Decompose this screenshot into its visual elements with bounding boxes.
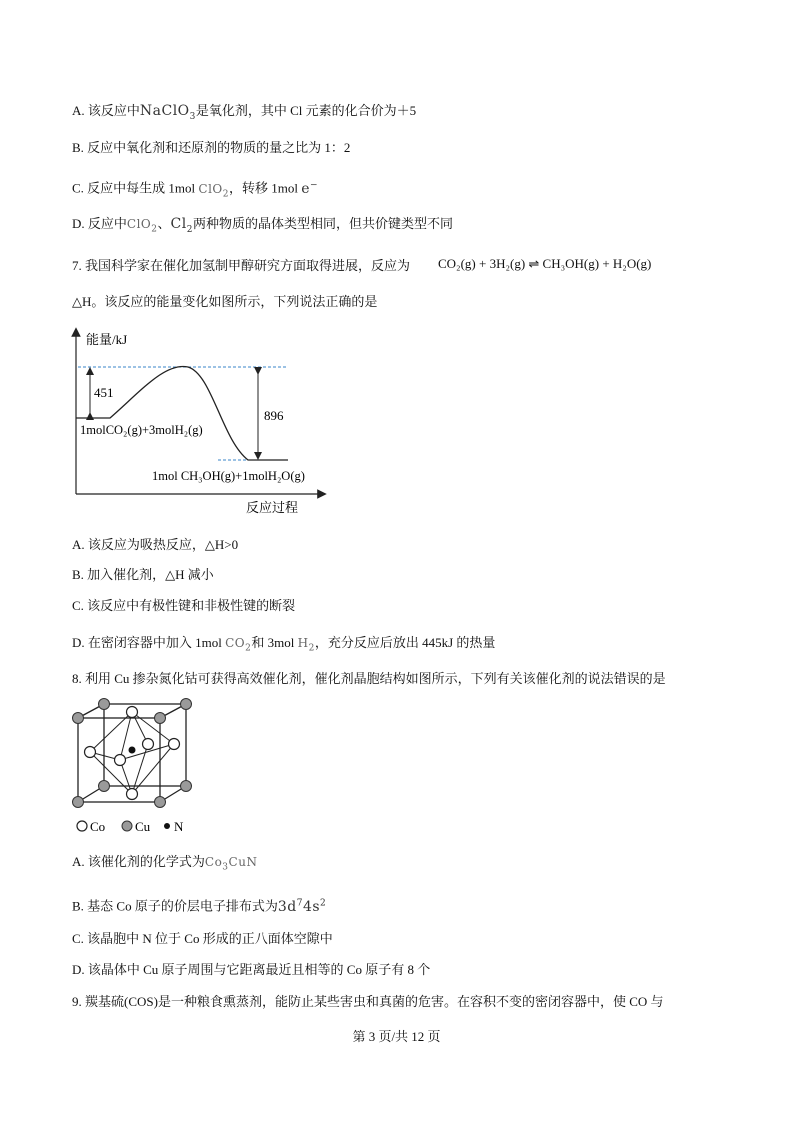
q6-option-d-tail: 两种物质的晶体类型相同，但共价键类型不同 [192,216,453,231]
q7-stem-line1: 7. 我国科学家在催化加氢制甲醇研究方面取得进展，反应为 [72,258,411,273]
legend-cu-label: Cu [135,819,151,834]
x-axis-label: 反应过程 [246,500,299,515]
formula-text: H [297,636,309,650]
formula-text: Co [204,855,223,869]
legend-co-swatch [77,821,87,831]
q7-option-d-mid: 和 3mol [251,635,298,650]
products-label: 1mol CH₃OH(g)+1molH₂O(g) [152,469,305,483]
formula-sub: 2 [186,224,193,235]
formula-sup: 7 [296,898,303,908]
legend-n-label: N [174,819,184,834]
cu-atom [181,699,192,710]
co-atom [127,789,138,800]
q6-option-a-text: A. 该反应中 [72,103,140,118]
q6-option-c-text: C. 反应中每生成 1mol [72,180,199,196]
cu-atom [73,797,84,808]
energy-curve [76,366,288,460]
legend-cu-swatch [122,821,132,831]
co-atom [143,739,154,750]
q7-stem-line2: △H。该反应的能量变化如图所示，下列说法正确的是 [72,294,378,309]
formula-text: ClO [198,181,223,196]
q6-option-a-tail: 是氧化剂，其中 Cl 元素的化合价为＋5 [195,103,417,118]
q8-stem: 8. 利用 Cu 掺杂氮化钴可获得高效催化剂，催化剂晶胞结构如图所示，下列有关该催化剂的说法错误的是 [72,671,666,686]
q7-option-b: B. 加入催化剂，△H 减小 [72,567,214,582]
page-footer: 第 3 页/共 12 页 [352,1029,441,1044]
q7-option-d [72,634,495,657]
formula-sup: 2 [320,898,327,908]
formula-text: 4s [302,898,321,915]
octahedron-edge [132,712,174,744]
formula-sub: 3 [222,862,229,873]
q6-option-a [72,102,416,126]
formula-naclo3 [139,103,196,122]
q6-option-c-mid: ，转移 1mol [229,180,302,196]
cu-atom [181,781,192,792]
co-atom [127,707,138,718]
formula-sup: − [310,180,319,190]
co-atom [169,739,180,750]
q6-option-c [72,176,318,203]
q7-equation: CO₂(g) + 3H₂(g) ⇌ CH₃OH(g) + H₂O(g) [438,256,652,271]
q7-option-a: A. 该反应为吸热反应，△H>0 [72,537,239,552]
q7-option-d-text: D. 在密闭容器中加入 1mol [72,635,226,650]
legend-n-swatch [164,823,170,829]
formula-text: Cl [170,216,187,232]
legend [77,819,184,834]
q8-option-d: D. 该晶体中 Cu 原子周围与它距离最近且相等的 Co 原子有 8 个 [72,962,431,977]
q7-option-d-tail: ，充分反应后放出 445kJ 的热量 [314,635,496,650]
formula-co3cun [204,855,258,873]
energy-diagram [0,322,793,522]
co-atom [115,755,126,766]
cu-atom [73,713,84,724]
y-axis-label: 能量/kJ [86,332,128,347]
q8-option-b [72,894,326,916]
formula-h2 [297,636,315,654]
q6-option-b: B. 反应中氧化剂和还原剂的物质的量之比为 1：2 [72,140,351,155]
q9-stem: 9. 羰基硫(COS)是一种粮食熏蒸剂，能防止某些害虫和真菌的危害。在容积不变的密闭容器中，使 CO 与 [72,994,664,1009]
formula-sub: 2 [245,643,252,654]
formula-electron-config [278,899,326,915]
q6-option-d-text: D. 反应中 [72,216,127,231]
formula-text: 3d [277,898,297,915]
formula-sub: 2 [151,224,158,235]
legend-co-label: Co [90,819,106,834]
cu-atom [99,699,110,710]
electron-symbol [301,181,318,197]
delta-energy-label: 896 [264,408,284,423]
formula-clo2 [198,181,229,200]
activation-energy-label: 451 [94,385,114,400]
q8-option-c: C. 该晶胞中 N 位于 Co 形成的正八面体空隙中 [72,931,333,946]
formula-sub: 2 [222,189,229,200]
formula-text: e [301,180,311,197]
reactants-label: 1molCO₂(g)+3molH₂(g) [80,423,203,437]
separator: 、 [157,216,171,231]
n-atom [129,747,136,754]
co-atom [85,747,96,758]
formula-cl2 [170,216,193,235]
q6-option-d [72,215,453,239]
crystal-cell-diagram [0,698,793,843]
q8-option-b-text: B. 基态 Co 原子的价层电子排布式为 [72,898,278,914]
formula-text: CO [225,636,246,650]
q8-option-a [72,853,257,876]
formula-text: CuN [228,855,258,869]
q7-option-c: C. 该反应中有极性键和非极性键的断裂 [72,598,296,613]
formula-sub: 3 [189,111,196,122]
cu-atom [155,713,166,724]
formula-sub: 2 [308,643,315,654]
formula-co2 [225,636,252,654]
q8-option-a-text: A. 该催化剂的化学式为 [72,854,205,869]
cu-atom [99,781,110,792]
formula-clo2 [126,217,158,235]
formula-text: NaClO [139,103,190,119]
cu-atom [155,797,166,808]
formula-text: ClO [126,217,152,231]
